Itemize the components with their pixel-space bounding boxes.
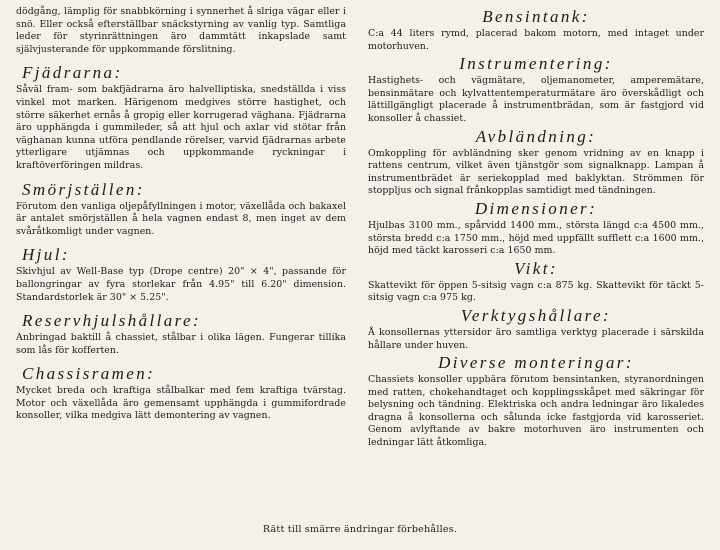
heading-chassisramen: Chassisramen: <box>22 364 156 384</box>
paragraph-instrumentering: Hastighets- och vägmätare, oljemanometer, amperemätare, bensinmätare och kylvattentemperaturmätare äro överskådligt och lättillgängligt placerade å instrumentbrädan, som är fastgjord vid konsoller å chassiet. <box>368 75 704 124</box>
paragraph-fjadrarna: Såväl fram- som bakfjädrarna äro halvelliptiska, snedställda i viss vinkel mot marken. Härigenom medgives större hastighet, och större säkerhet ernås å gropig eller korrugerad väghana. Fjädrarna äro upphängda i gummileder, så att hjul och axlar vid stötar från väghanan kunna utföra pendlande rörelser, varvid fjädrarnas arbete ytterligare utjämnas och uppkommande ryckningar i kraftöverföringen mildras. <box>16 84 346 171</box>
left-column <box>16 6 346 423</box>
paragraph-verktygshallare: Å konsollernas yttersidor äro samtliga verktyg placerade i särskilda hållare under huven. <box>368 326 704 351</box>
paragraph-reservhjulshallare: Anbringad baktill å chassiet, stålbar i olika lägen. Fungerar tillika som lås för kofferten. <box>16 332 346 356</box>
heading-reservhjulshallare: Reservhjulshållare: <box>22 311 202 331</box>
paragraph-diverse-monteringar: Chassiets konsoller uppbära förutom bensintanken, styranordningen med ratten, chokehandtaget och kopplingsskåpet med säkringar för belysning och tändning. Elektriska och andra ledningar äro likaledes dragna å konsollerna och sålunda icke fastgjorda vid karosseriet. Genom avlyftande av bakre motorhuven äro instrumenten och ledningar lätt åtkomliga. <box>368 374 704 449</box>
right-column <box>368 6 704 450</box>
heading-fjadrarna: Fjädrarna: <box>22 63 123 83</box>
footer-note: Rätt till smärre ändringar förbehålles. <box>262 524 458 535</box>
heading-dimensioner: Dimensioner: <box>474 198 598 218</box>
heading-hjul: Hjul: <box>22 245 70 265</box>
intro-paragraph: dödgång, lämplig för snabbkörning i synnerhet å slriga vägar eller i snö. Eller också efterställbar snäckstyrning av vanlig typ. Samtliga leder för styrinrättningen äro dammtätt inkapslade samt självjusterande för uppkommande förslitning. <box>16 6 346 55</box>
heading-verktygshallare: Verktygshållare: <box>460 305 612 325</box>
heading-smorjstallen: Smörjställen: <box>22 179 145 199</box>
heading-instrumentering: Instrumentering: <box>459 54 613 74</box>
heading-diverse-monteringar: Diverse monteringar: <box>438 353 634 373</box>
paragraph-avblandning: Omkoppling för avbländning sker genom vridning av en knapp i rattens centrum, vilket även tjänstgör som signalknapp. Lampan å instrumentbrädet är seriekopplad med baklyktan. Strömmen för stoppljus och signal frånkopplas samtidigt med tändningen. <box>368 147 704 197</box>
paragraph-vikt: Skattevikt för öppen 5-sitsig vagn c:a 875 kg. Skattevikt för täckt 5-sitsig vagn c:a 975 kg. <box>368 279 704 304</box>
heading-avblandning: Avbländning: <box>475 126 597 146</box>
paragraph-smorjstallen: Förutom den vanliga oljepåfyllningen i motor, växellåda och bakaxel är antalet smörjställen å hela vagnen endast 8, men inget av dem svåråtkomligt under vagnen. <box>16 200 346 237</box>
heading-vikt: Vikt: <box>514 258 558 278</box>
paragraph-dimensioner: Hjulbas 3100 mm., spårvidd 1400 mm., största längd c:a 4500 mm., största bredd c:a 1750 mm., höjd med uppfällt sufflett c:a 1600 mm., höjd med täckt karosseri c:a 1650 mm. <box>368 219 704 257</box>
paragraph-chassisramen: Mycket breda och kraftiga stålbalkar med fem kraftiga tvärstag. Motor och växellåda äro gemensamt upphängda i gummifordrade konsoller, vilka medgiva lätt demontering av vagnen. <box>16 385 346 422</box>
heading-bensintank: Bensintank: <box>482 7 590 26</box>
paragraph-hjul: Skivhjul av Well-Base typ (Drope centre) 20" × 4", passande för ballongringar av fyra storlekar från 4.95" till 6.20" dimension. Standardstorlek är 30" × 5.25". <box>16 266 346 303</box>
paragraph-bensintank: C:a 44 liters rymd, placerad bakom motorn, med intaget under motorhuven. <box>368 28 704 52</box>
